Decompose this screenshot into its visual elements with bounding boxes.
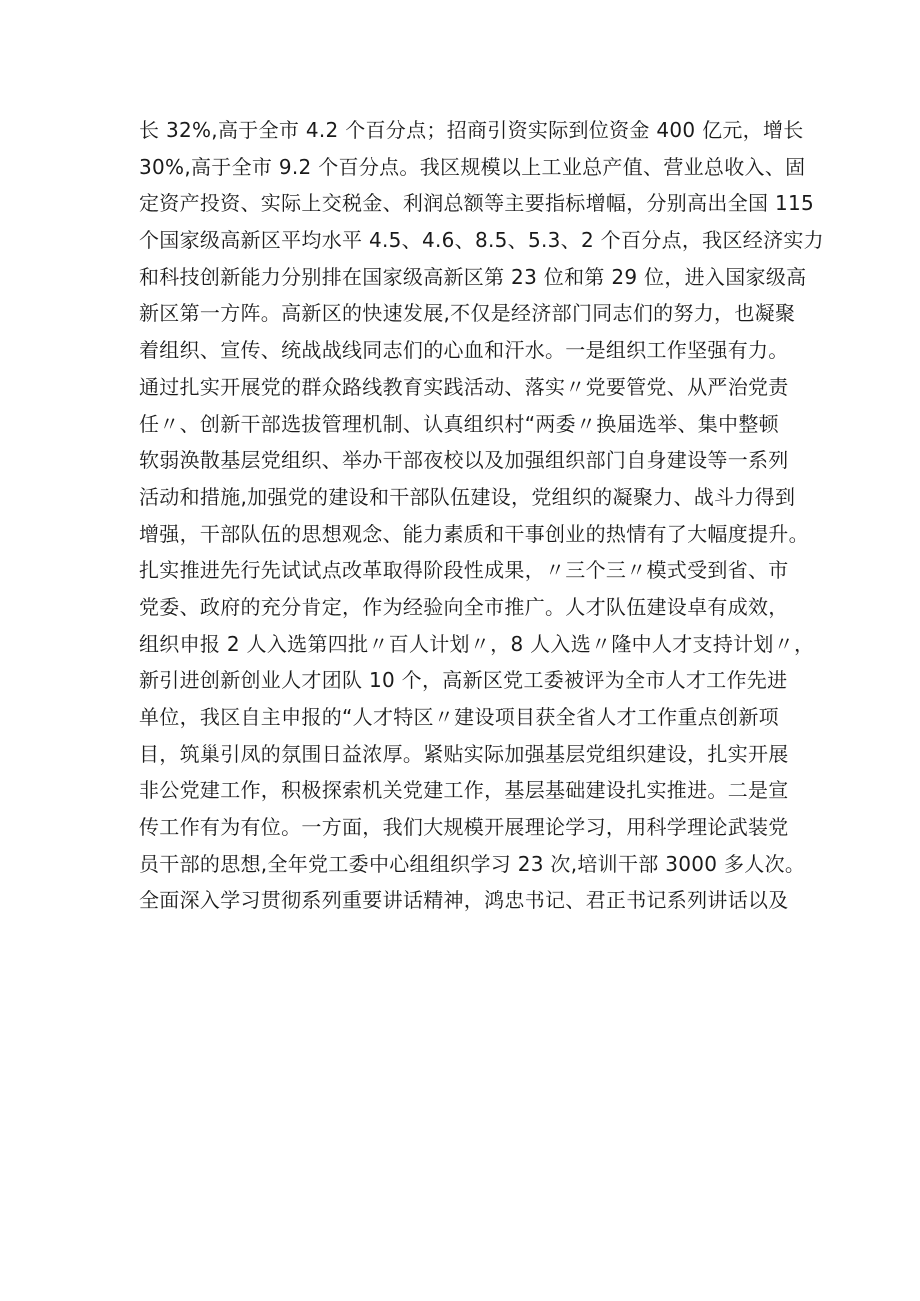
text-line-17: 单位，我区自主申报的“人才特区〃建设项目获全省人才工作重点创新项 [139,705,779,729]
text-line-6: 新区第一方阵。高新区的快速发展,不仅是经济部门同志们的努力，也凝聚 [139,301,796,326]
text-line-16: 新引进创新创业人才团队 10 个，高新区党工委被评为全市人才工作先进 [139,668,788,693]
text-line-2: 30%,高于全市 9.2 个百分点。我区规模以上工业总产值、营业总收入、固 [139,154,806,179]
text-line-14: 党委、政府的充分肯定，作为经验向全市推广。人才队伍建设卓有成效， [139,594,789,619]
text-line-13: 扎实推进先行先试试点改革取得阶段性成果，〃三个三〃模式受到省、市 [139,558,789,583]
text-line-1: 长 32%,高于全市 4.2 个百分点；招商引资实际到位资金 400 亿元，增长 [139,118,804,142]
body-paragraph [139,112,824,919]
text-line-18: 目，筑巢引凤的氛围日益浓厚。紧贴实际加强基层党组织建设，扎实开展 [139,741,789,766]
text-line-19: 非公党建工作，积极探索机关党建工作，基层基础建设扎实推进。二是宣 [139,778,789,803]
text-line-4: 个国家级高新区平均水平 4.5、4.6、8.5、5.3、2 个百分点，我区经济实力 [139,228,824,253]
text-line-10: 软弱涣散基层党组织、举办干部夜校以及加强组织部门自身建设等一系列 [139,448,789,473]
text-line-22: 全面深入学习贯彻系列重要讲话精神，鸿忠书记、君正书记系列讲话以及 [139,888,789,913]
text-line-15: 组织申报 2 人入选第四批〃百人计划〃，8 人入选〃隆中人才支持计划〃， [139,631,815,656]
text-line-7: 着组织、宣传、统战战线同志们的心血和汗水。一是组织工作坚强有力。 [139,338,789,363]
text-line-9: 任〃、创新干部选拔管理机制、认真组织村“两委〃换届选举、集中整顿 [139,411,779,436]
text-line-21: 员干部的思想,全年党工委中心组组织学习 23 次,培训干部 3000 多人次。 [139,851,806,876]
text-line-8: 通过扎实开展党的群众路线教育实践活动、落实〃党要管党、从严治党责 [139,374,789,399]
text-line-12: 增强，干部队伍的思想观念、能力素质和干事创业的热情有了大幅度提升。 [139,521,809,546]
text-line-3: 定资产投资、实际上交税金、利润总额等主要指标增幅，分别高出全国 115 [139,191,815,216]
text-line-20: 传工作有为有位。一方面，我们大规模开展理论学习，用科学理论武装党 [139,815,789,840]
text-line-11: 活动和措施,加强党的建设和干部队伍建设，党组织的凝聚力、战斗力得到 [139,484,796,509]
text-line-5: 和科技创新能力分别排在国家级高新区第 23 位和第 29 位，进入国家级高 [139,264,807,289]
